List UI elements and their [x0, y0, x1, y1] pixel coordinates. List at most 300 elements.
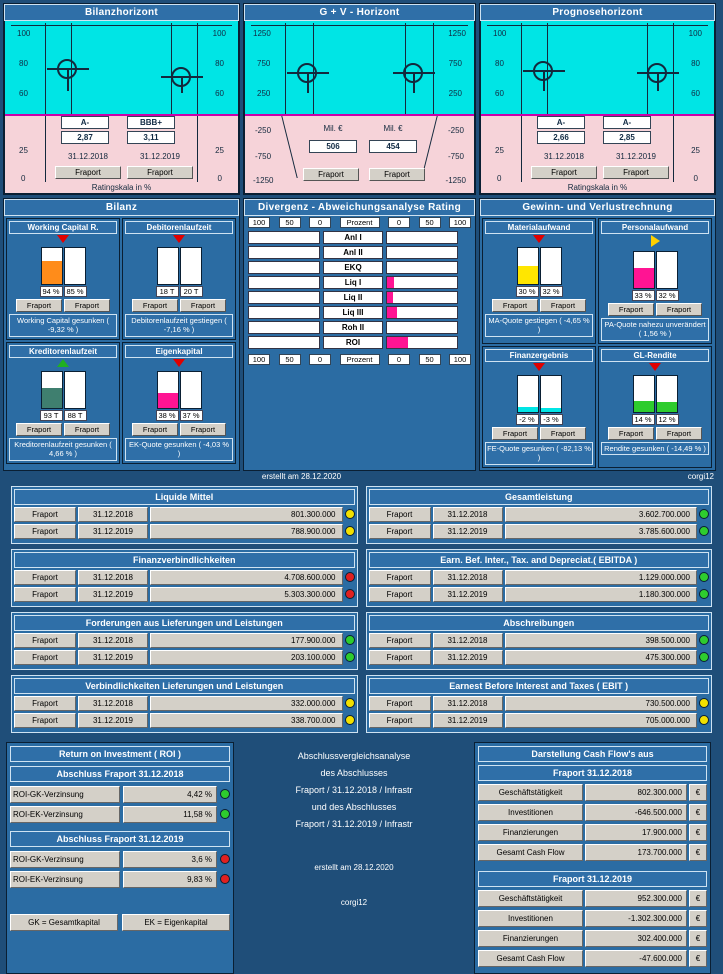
kpi-title: Eigenkapital — [125, 345, 233, 358]
divergenz-bar-left — [248, 306, 320, 319]
roi-label: ROI-EK-Verzinsung — [10, 871, 120, 888]
kpi-bars — [485, 245, 593, 285]
gauge-title: G + V - Horizont — [244, 4, 475, 21]
created-label: erstellt am 28.12.2020 — [261, 471, 342, 481]
table-row — [14, 650, 355, 665]
status-led — [345, 635, 355, 645]
gauge-lower-area — [4, 116, 239, 194]
table-row — [369, 696, 710, 711]
roi-section-2019: Abschluss Fraport 31.12.2019 — [10, 831, 230, 847]
trend-down-icon — [533, 363, 545, 371]
gauge-button-2[interactable]: Fraport — [603, 166, 669, 179]
cf-currency: € — [689, 890, 707, 907]
kpi-bar-1 — [157, 247, 179, 285]
row-entity[interactable]: Fraport — [369, 507, 431, 522]
row-entity[interactable]: Fraport — [369, 524, 431, 539]
gauge-panel-bilanzhorizont — [3, 3, 240, 195]
cf-label: Gesamt Cash Flow — [478, 844, 583, 861]
table-row — [369, 650, 710, 665]
scale-0-left: 0 — [309, 217, 331, 228]
kpi-value-1: 93 T — [40, 410, 63, 421]
scale-50-right: 50 — [419, 354, 441, 365]
kpi-button-1[interactable]: Fraport — [132, 299, 178, 312]
unit-label-2: Mil. € — [383, 124, 403, 133]
kpi-value-2: 12 % — [656, 414, 679, 425]
row-entity[interactable]: Fraport — [14, 713, 76, 728]
divergenz-label: Liq III — [323, 306, 383, 319]
kpi-button-1[interactable]: Fraport — [492, 427, 538, 440]
rating-badge-2: A- — [603, 116, 651, 129]
gauge-button-1[interactable]: Fraport — [531, 166, 597, 179]
row-date: 31.12.2019 — [433, 713, 503, 728]
divergenz-row — [248, 261, 471, 274]
kpi-bars — [9, 245, 117, 285]
scale-0-right: 0 — [388, 354, 410, 365]
kpi-button-2[interactable]: Fraport — [64, 299, 110, 312]
row-value: 705.000.000 — [505, 713, 698, 728]
legend-ek: EK = Eigenkapital — [122, 914, 230, 931]
table-row — [369, 570, 710, 585]
divergenz-bar-right — [386, 306, 458, 319]
row-value: 338.700.000 — [150, 713, 343, 728]
scale-100-left: 100 — [493, 29, 507, 38]
kpi-bar-2 — [540, 247, 562, 285]
kpi-kreditorenlaufzeit — [6, 342, 120, 464]
center-summary-panel — [240, 742, 468, 974]
table-ebit — [366, 675, 713, 733]
gauge-footer: Ratingskala in % — [567, 183, 628, 192]
guv-title: Gewinn- und Verlustrechnung — [480, 199, 715, 216]
row-date: 31.12.2018 — [433, 570, 503, 585]
cf-currency: € — [689, 910, 707, 927]
row-date: 31.12.2018 — [433, 633, 503, 648]
scale-60-left: 60 — [19, 89, 28, 98]
tables-left-column — [11, 486, 358, 738]
row-value: 3.785.600.000 — [505, 524, 698, 539]
unit-label-1: Mil. € — [323, 124, 343, 133]
row-entity[interactable]: Fraport — [369, 633, 431, 648]
kpi-note: Working Capital gesunken ( -9,32 % ) — [9, 314, 117, 337]
kpi-title: GL-Rendite — [601, 349, 709, 362]
trend-down-icon — [533, 235, 545, 243]
row-value: 5.303.300.000 — [150, 587, 343, 602]
divergenz-row — [248, 246, 471, 259]
table-title: Finanzverbindlichkeiten — [14, 552, 355, 568]
row-date: 31.12.2019 — [433, 524, 503, 539]
kpi-button-2[interactable]: Fraport — [656, 303, 702, 316]
kpi-value-1: 18 T — [156, 286, 179, 297]
scale-neg1250-left: -1250 — [253, 176, 274, 185]
status-led — [345, 698, 355, 708]
rating-badge-1: A- — [61, 116, 109, 129]
cashflow-row — [478, 784, 707, 801]
scale-250-left: 250 — [257, 89, 271, 98]
roi-panel — [6, 742, 234, 974]
row-value: 1.180.300.000 — [505, 587, 698, 602]
divergenz-bar-left — [248, 261, 320, 274]
cashflow-row — [478, 824, 707, 841]
status-led — [699, 698, 709, 708]
divergenz-rows — [244, 229, 475, 353]
row-date: 31.12.2018 — [78, 696, 148, 711]
trend-down-icon — [173, 235, 185, 243]
table-ebitda — [366, 549, 713, 607]
scale-25-right: 25 — [215, 146, 224, 155]
table-abschreibungen — [366, 612, 713, 670]
gauge-upper-area — [244, 21, 475, 116]
scale-25-left: 25 — [495, 146, 504, 155]
trend-flat-icon — [651, 235, 660, 247]
status-led — [345, 526, 355, 536]
row-value: 398.500.000 — [505, 633, 698, 648]
gauge-panel-guv-horizont — [243, 3, 476, 195]
row-entity[interactable]: Fraport — [14, 507, 76, 522]
kpi-debitorenlaufzeit — [122, 218, 236, 340]
scale-750-right: 750 — [448, 59, 462, 68]
tables-row — [3, 486, 720, 738]
table-verbindlichkeiten — [11, 675, 358, 733]
cf-label: Investitionen — [478, 804, 583, 821]
divergenz-row — [248, 306, 471, 319]
row-value: 332.000.000 — [150, 696, 343, 711]
cf-currency: € — [689, 784, 707, 801]
bottom-row — [3, 742, 720, 974]
row-value: 3.602.700.000 — [505, 507, 698, 522]
scale-unit: Prozent — [340, 217, 380, 228]
kpi-bars — [601, 249, 709, 289]
status-led — [220, 789, 230, 799]
kpi-value-2: 20 T — [180, 286, 203, 297]
guv-panel — [479, 198, 716, 471]
kpi-bars — [125, 369, 233, 409]
gauge-date-2: 31.12.2019 — [615, 152, 657, 161]
row-entity[interactable]: Fraport — [369, 713, 431, 728]
divergenz-row — [248, 321, 471, 334]
cf-label: Investitionen — [478, 910, 583, 927]
scale-100-left: 100 — [17, 29, 31, 38]
gauge-button-1[interactable]: Fraport — [55, 166, 121, 179]
tables-right-column — [366, 486, 713, 738]
row-entity[interactable]: Fraport — [14, 570, 76, 585]
kpi-button-1[interactable]: Fraport — [16, 423, 62, 436]
analysis-footer — [3, 471, 720, 482]
divergenz-row — [248, 231, 471, 244]
user-label: corgi12 — [687, 471, 714, 481]
row-entity[interactable]: Fraport — [14, 696, 76, 711]
kpi-note: MA-Quote gestiegen ( -4,65 % ) — [485, 314, 593, 337]
status-led — [220, 809, 230, 819]
trend-down-icon — [173, 359, 185, 367]
scale-60-right: 60 — [691, 89, 700, 98]
roi-row — [10, 786, 230, 803]
divergenz-title: Divergenz - Abweichungsanalyse Rating — [244, 199, 475, 216]
gauge-lower-area — [244, 116, 475, 194]
kpi-value-2: 32 % — [656, 290, 679, 301]
scale-0-left: 0 — [21, 174, 26, 183]
status-led — [345, 715, 355, 725]
table-row — [369, 587, 710, 602]
kpi-title: Finanzergebnis — [485, 349, 593, 362]
row-entity[interactable]: Fraport — [14, 587, 76, 602]
kpi-button-1[interactable]: Fraport — [608, 427, 654, 440]
row-date: 31.12.2018 — [78, 507, 148, 522]
cashflow-head-2019: Fraport 31.12.2019 — [478, 871, 707, 887]
cf-value: -47.600.000 — [585, 950, 687, 967]
roi-value: 9,83 % — [123, 871, 217, 888]
scale-neg1250-right: -1250 — [445, 176, 466, 185]
roi-row — [10, 871, 230, 888]
scale-80-left: 80 — [19, 59, 28, 68]
kpi-value-2: 32 % — [540, 286, 563, 297]
status-led — [699, 635, 709, 645]
gauge-upper-area — [4, 21, 239, 116]
scale-100-right: 100 — [688, 29, 702, 38]
kpi-bar-2 — [656, 251, 678, 289]
bilanz-title: Bilanz — [4, 199, 239, 216]
divergenz-label: Anl II — [323, 246, 383, 259]
kpi-button-2[interactable]: Fraport — [180, 423, 226, 436]
scale-0-left: 0 — [309, 354, 331, 365]
kpi-note: PA-Quote nahezu unverändert ( 1,56 % ) — [601, 318, 709, 341]
row-value: 1.129.000.000 — [505, 570, 698, 585]
kpi-note: EK-Quote gesunken ( -4,03 % ) — [125, 438, 233, 461]
scale-750-left: 750 — [257, 59, 271, 68]
scale-1250-right: 1250 — [448, 29, 466, 38]
kpi-bar-1 — [41, 247, 63, 285]
kpi-button-1[interactable]: Fraport — [492, 299, 538, 312]
divergenz-bar-left — [248, 231, 320, 244]
row-value: 4.708.600.000 — [150, 570, 343, 585]
cashflow-head-2018: Fraport 31.12.2018 — [478, 765, 707, 781]
kpi-bar-1 — [517, 247, 539, 285]
gauge-date-1: 31.12.2018 — [67, 152, 109, 161]
roi-value: 4,42 % — [123, 786, 217, 803]
scale-100-right: 100 — [449, 217, 471, 228]
table-row — [369, 633, 710, 648]
cashflow-row — [478, 930, 707, 947]
gauge-button-2[interactable]: Fraport — [369, 168, 425, 181]
cf-value: 952.300.000 — [585, 890, 687, 907]
row-entity[interactable]: Fraport — [14, 524, 76, 539]
table-forderungen — [11, 612, 358, 670]
scale-80-right: 80 — [691, 59, 700, 68]
status-led — [345, 589, 355, 599]
kpi-button-1[interactable]: Fraport — [608, 303, 654, 316]
cashflow-row — [478, 890, 707, 907]
table-row — [369, 713, 710, 728]
scale-neg750-right: -750 — [447, 152, 464, 161]
divergenz-bar-left — [248, 336, 320, 349]
gauge-title: Bilanzhorizont — [4, 4, 239, 21]
gauge-button-2[interactable]: Fraport — [127, 166, 193, 179]
kpi-value-1: 94 % — [40, 286, 63, 297]
roi-legend — [10, 914, 230, 931]
status-led — [220, 854, 230, 864]
kpi-title: Personalaufwand — [601, 221, 709, 234]
kpi-note: Kreditorenlaufzeit gesunken ( 4,66 % ) — [9, 438, 117, 461]
kpi-title: Debitorenlaufzeit — [125, 221, 233, 234]
kpi-button-2[interactable]: Fraport — [540, 427, 586, 440]
status-led — [699, 652, 709, 662]
kpi-bar-2 — [540, 375, 562, 413]
table-row — [14, 524, 355, 539]
cashflow-panel — [474, 742, 711, 974]
row-date: 31.12.2019 — [78, 524, 148, 539]
cashflow-row — [478, 844, 707, 861]
table-row — [14, 713, 355, 728]
divergenz-row — [248, 291, 471, 304]
kpi-value-2: 37 % — [180, 410, 203, 421]
row-date: 31.12.2018 — [78, 570, 148, 585]
cf-value: -646.500.000 — [585, 804, 687, 821]
summary-text — [240, 742, 468, 839]
scale-50-left: 50 — [279, 217, 301, 228]
gauge-upper-area — [480, 21, 715, 116]
row-date: 31.12.2019 — [78, 713, 148, 728]
rating-value-1: 2,87 — [61, 131, 109, 144]
cashflow-title: Darstellung Cash Flow's aus — [478, 746, 707, 762]
cf-value: 17.900.000 — [585, 824, 687, 841]
row-date: 31.12.2019 — [78, 650, 148, 665]
trend-down-icon — [57, 235, 69, 243]
rating-badge-1: A- — [537, 116, 585, 129]
cf-label: Finanzierungen — [478, 930, 583, 947]
kpi-title: Materialaufwand — [485, 221, 593, 234]
row-value: 801.300.000 — [150, 507, 343, 522]
kpi-button-1[interactable]: Fraport — [16, 299, 62, 312]
cashflow-row — [478, 950, 707, 967]
divergenz-label: EKQ — [323, 261, 383, 274]
kpi-button-2[interactable]: Fraport — [540, 299, 586, 312]
divergenz-panel — [243, 198, 476, 471]
row-entity[interactable]: Fraport — [369, 587, 431, 602]
kpi-bars — [485, 373, 593, 413]
scale-80-left: 80 — [495, 59, 504, 68]
cf-value: -1.302.300.000 — [585, 910, 687, 927]
cf-label: Geschäftstätigkeit — [478, 784, 583, 801]
divergenz-label: Roh II — [323, 321, 383, 334]
analysis-row — [3, 198, 720, 471]
row-entity[interactable]: Fraport — [14, 650, 76, 665]
row-value: 475.300.000 — [505, 650, 698, 665]
table-row — [14, 570, 355, 585]
guv-value-1: 506 — [309, 140, 357, 153]
kpi-value-1: 30 % — [516, 286, 539, 297]
kpi-button-1[interactable]: Fraport — [132, 423, 178, 436]
status-led — [345, 572, 355, 582]
cf-currency: € — [689, 844, 707, 861]
summary-line-3: Fraport / 31.12.2018 / Infrastr — [295, 784, 413, 795]
kpi-value-1: -2 % — [516, 414, 539, 425]
kpi-bar-1 — [157, 371, 179, 409]
table-title: Earn. Bef. Inter., Tax. and Depreciat.( EBITDA ) — [369, 552, 710, 568]
scale-25-right: 25 — [691, 146, 700, 155]
status-led — [699, 509, 709, 519]
cf-value: 173.700.000 — [585, 844, 687, 861]
row-entity[interactable]: Fraport — [369, 570, 431, 585]
roi-label: ROI-GK-Verzinsung — [10, 851, 120, 868]
status-led — [345, 652, 355, 662]
gauge-title: Prognosehorizont — [480, 4, 715, 21]
cf-currency: € — [689, 824, 707, 841]
table-title: Forderungen aus Lieferungen und Leistungen — [14, 615, 355, 631]
kpi-personalaufwand — [598, 218, 712, 344]
gauge-panel-prognosehorizont — [479, 3, 716, 195]
kpi-note: Rendite gesunken ( -14,49 % ) — [601, 442, 709, 455]
gauge-lower-area — [480, 116, 715, 194]
table-title: Gesamtleistung — [369, 489, 710, 505]
table-gesamtleistung — [366, 486, 713, 544]
cf-value: 302.400.000 — [585, 930, 687, 947]
kpi-gl-rendite — [598, 346, 712, 468]
kpi-title: Kreditorenlaufzeit — [9, 345, 117, 358]
cf-value: 802.300.000 — [585, 784, 687, 801]
gauge-button-1[interactable]: Fraport — [303, 168, 359, 181]
table-title: Earnest Before Interest and Taxes ( EBIT ) — [369, 678, 710, 694]
scale-0-left: 0 — [497, 174, 502, 183]
cf-currency: € — [689, 950, 707, 967]
kpi-finanzergebnis — [482, 346, 596, 468]
rating-value-2: 3,11 — [127, 131, 175, 144]
kpi-button-2[interactable]: Fraport — [656, 427, 702, 440]
status-led — [699, 572, 709, 582]
gauge-footer: Ratingskala in % — [91, 183, 152, 192]
cf-label: Geschäftstätigkeit — [478, 890, 583, 907]
roi-value: 3,6 % — [123, 851, 217, 868]
summary-created: erstellt am 28.12.2020 — [314, 862, 394, 872]
row-value: 788.900.000 — [150, 524, 343, 539]
kpi-bar-1 — [517, 375, 539, 413]
divergenz-bar-right — [386, 291, 458, 304]
gauges-row — [3, 3, 720, 195]
kpi-bar-2 — [64, 247, 86, 285]
divergenz-bar-left — [248, 291, 320, 304]
table-row — [369, 507, 710, 522]
table-title: Verbindlichkeiten Lieferungen und Leistungen — [14, 678, 355, 694]
row-value: 730.500.000 — [505, 696, 698, 711]
kpi-bar-1 — [633, 251, 655, 289]
kpi-bars — [601, 373, 709, 413]
divergenz-label: Liq II — [323, 291, 383, 304]
scale-60-right: 60 — [215, 89, 224, 98]
divergenz-bar-right — [386, 246, 458, 259]
guv-value-2: 454 — [369, 140, 417, 153]
row-entity[interactable]: Fraport — [369, 650, 431, 665]
summary-line-5: Fraport / 31.12.2019 / Infrastr — [295, 818, 413, 829]
kpi-value-1: 33 % — [632, 290, 655, 301]
kpi-note: Debitorenlaufzeit gestiegen ( -7,16 % ) — [125, 314, 233, 337]
table-liquide-mittel — [11, 486, 358, 544]
roi-value: 11,58 % — [123, 806, 217, 823]
scale-50-right: 50 — [419, 217, 441, 228]
scale-neg250-left: -250 — [255, 126, 272, 135]
row-entity[interactable]: Fraport — [369, 696, 431, 711]
divergenz-bar-right — [386, 336, 458, 349]
scale-80-right: 80 — [215, 59, 224, 68]
kpi-button-2[interactable]: Fraport — [180, 299, 226, 312]
kpi-button-2[interactable]: Fraport — [64, 423, 110, 436]
kpi-value-2: -3 % — [540, 414, 563, 425]
summary-line-2: des Abschlusses — [320, 767, 388, 778]
trend-down-icon — [649, 363, 661, 371]
roi-label: ROI-GK-Verzinsung — [10, 786, 120, 803]
row-entity[interactable]: Fraport — [14, 633, 76, 648]
divergenz-bar-right — [386, 321, 458, 334]
row-date: 31.12.2019 — [78, 587, 148, 602]
kpi-bars — [125, 245, 233, 285]
divergenz-bar-left — [248, 246, 320, 259]
kpi-eigenkapital — [122, 342, 236, 464]
